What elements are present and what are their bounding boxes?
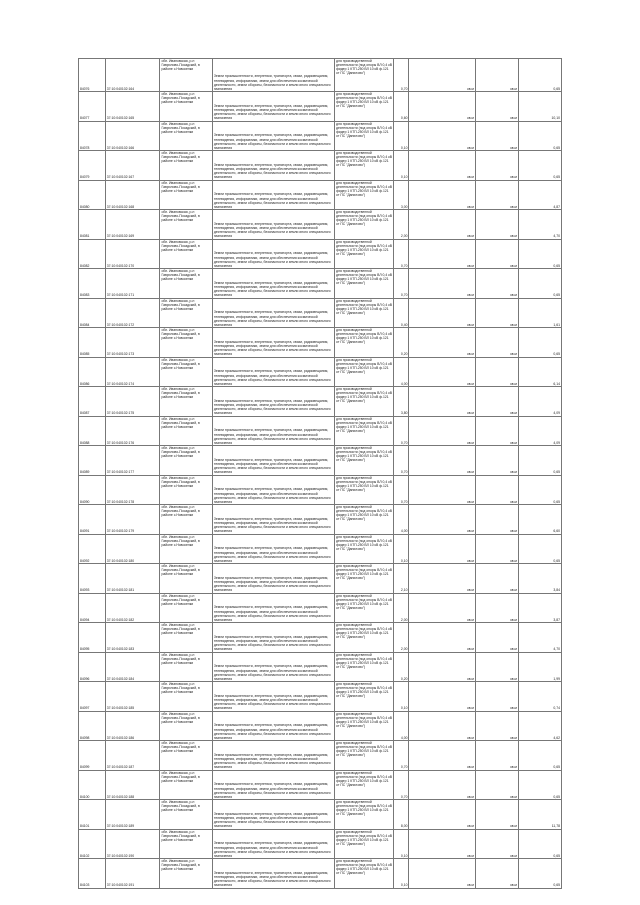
permitted-use-cell: для производственной деятельности (под опоры ВЛ 0,4 кВ фидер 1 КТП-250 ВЛ 10 кВ ф.121 от ПС "Данилово") bbox=[335, 416, 394, 446]
permitted-use-cell: для производственной деятельности (под опоры ВЛ 0,4 кВ фидер 1 КТП-250 ВЛ 10 кВ ф.121 от ПС "Данилово") bbox=[335, 239, 394, 269]
cadastral-number-cell: 37:10:040102:178 bbox=[105, 475, 160, 505]
land-category-cell: Земли промышленности, энергетики, транспорта, связи, радиовещания, телевидения, информатики, земли для обеспечения космической деятельности, земли обороны, безопасности и земли иного специального назначения bbox=[212, 623, 334, 653]
table-row bbox=[79, 121, 562, 151]
land-category-cell: Земли промышленности, энергетики, транспорта, связи, радиовещания, телевидения, информатики, земли для обеспечения космической деятельности, земли обороны, безопасности и земли иного специального назначения bbox=[212, 92, 334, 122]
row-id-cell: 84099 bbox=[79, 741, 106, 771]
permitted-use-cell: для производственной деятельности (под опоры ВЛ 0,4 кВ фидер 1 КТП-250 ВЛ 10 кВ ф.121 от ПС "Данилово") bbox=[335, 92, 394, 122]
cadastral-number-cell: 37:10:040102:188 bbox=[105, 770, 160, 800]
land-category-cell: Земли промышленности, энергетики, транспорта, связи, радиовещания, телевидения, информатики, земли для обеспечения космической деятельности, земли обороны, безопасности и земли иного специального назначения bbox=[212, 800, 334, 830]
unit-cell: кв.м bbox=[409, 711, 475, 741]
row-id-cell: 84078 bbox=[79, 121, 106, 151]
area-cell: 0,70 bbox=[394, 269, 409, 299]
permitted-use-cell: для производственной деятельности (под опоры ВЛ 0,4 кВ фидер 1 КТП-250 ВЛ 10 кВ ф.121 от ПС "Данилово") bbox=[335, 505, 394, 535]
cadastral-number-cell: 37:10:040102:170 bbox=[105, 239, 160, 269]
area-cell: 2,00 bbox=[394, 210, 409, 240]
unit-cell-secondary: кв.м bbox=[475, 652, 518, 682]
unit-cell-secondary: кв.м bbox=[475, 357, 518, 387]
row-id-cell: 84081 bbox=[79, 210, 106, 240]
unit-cell-secondary: кв.м bbox=[475, 416, 518, 446]
value-cell: 3,84 bbox=[518, 564, 561, 594]
permitted-use-cell: для производственной деятельности (под опоры ВЛ 0,4 кВ фидер 1 КТП-250 ВЛ 10 кВ ф.121 от ПС "Данилово") bbox=[335, 741, 394, 771]
land-category-cell: Земли промышленности, энергетики, транспорта, связи, радиовещания, телевидения, информатики, земли для обеспечения космической деятельности, земли обороны, безопасности и земли иного специального назначения bbox=[212, 328, 334, 358]
table-row bbox=[79, 416, 562, 446]
area-cell: 0,10 bbox=[394, 151, 409, 181]
table-row bbox=[79, 505, 562, 535]
land-plots-table-sheet bbox=[78, 58, 562, 889]
area-cell: 2,00 bbox=[394, 623, 409, 653]
unit-cell-secondary: кв.м bbox=[475, 711, 518, 741]
address-cell: обл. Ивановская, р-н Гаврилово-Посадский, в районе с.Новоселки bbox=[160, 505, 212, 535]
unit-cell: кв.м bbox=[409, 269, 475, 299]
value-cell: 4,87 bbox=[518, 180, 561, 210]
cadastral-number-cell: 37:10:040102:177 bbox=[105, 446, 160, 476]
table-row bbox=[79, 269, 562, 299]
table-row bbox=[79, 564, 562, 594]
address-cell: обл. Ивановская, р-н Гаврилово-Посадский, в районе с.Новоселки bbox=[160, 564, 212, 594]
address-cell: обл. Ивановская, р-н Гаврилово-Посадский, в районе с.Новоселки bbox=[160, 180, 212, 210]
unit-cell: кв.м bbox=[409, 151, 475, 181]
row-id-cell: 84091 bbox=[79, 505, 106, 535]
area-cell: 0,10 bbox=[394, 682, 409, 712]
value-cell: 6,14 bbox=[518, 357, 561, 387]
cadastral-number-cell: 37:10:040102:175 bbox=[105, 387, 160, 417]
cadastral-number-cell: 37:10:040102:174 bbox=[105, 357, 160, 387]
unit-cell: кв.м bbox=[409, 180, 475, 210]
address-cell: обл. Ивановская, р-н Гаврилово-Посадский, в районе с.Новоселки bbox=[160, 534, 212, 564]
row-id-cell: 84087 bbox=[79, 387, 106, 417]
address-cell: обл. Ивановская, р-н Гаврилово-Посадский, в районе с.Новоселки bbox=[160, 239, 212, 269]
value-cell: 4,70 bbox=[518, 210, 561, 240]
unit-cell: кв.м bbox=[409, 682, 475, 712]
value-cell: 0,65 bbox=[518, 239, 561, 269]
area-cell: 0,70 bbox=[394, 416, 409, 446]
permitted-use-cell: для производственной деятельности (под опоры ВЛ 0,4 кВ фидер 1 КТП-250 ВЛ 10 кВ ф.121 от ПС "Данилово") bbox=[335, 180, 394, 210]
address-cell: обл. Ивановская, р-н Гаврилово-Посадский, в районе с.Новоселки bbox=[160, 387, 212, 417]
unit-cell-secondary: кв.м bbox=[475, 298, 518, 328]
table-row bbox=[79, 800, 562, 830]
permitted-use-cell: для производственной деятельности (под опоры ВЛ 0,4 кВ фидер 1 КТП-250 ВЛ 10 кВ ф.121 от ПС "Данилово") bbox=[335, 711, 394, 741]
value-cell: 3,87 bbox=[518, 593, 561, 623]
value-cell: 0,65 bbox=[518, 121, 561, 151]
cadastral-number-cell: 37:10:040102:183 bbox=[105, 623, 160, 653]
value-cell: 0,65 bbox=[518, 59, 561, 92]
address-cell: обл. Ивановская, р-н Гаврилово-Посадский, в районе с.Новоселки bbox=[160, 357, 212, 387]
area-cell: 0,20 bbox=[394, 652, 409, 682]
value-cell: 0,65 bbox=[518, 446, 561, 476]
unit-cell-secondary: кв.м bbox=[475, 328, 518, 358]
unit-cell-secondary: кв.м bbox=[475, 859, 518, 889]
land-category-cell: Земли промышленности, энергетики, транспорта, связи, радиовещания, телевидения, информатики, земли для обеспечения космической деятельности, земли обороны, безопасности и земли иного специального назначения bbox=[212, 59, 334, 92]
value-cell: 0,65 bbox=[518, 475, 561, 505]
area-cell: 0,60 bbox=[394, 92, 409, 122]
land-category-cell: Земли промышленности, энергетики, транспорта, связи, радиовещания, телевидения, информатики, земли для обеспечения космической деятельности, земли обороны, безопасности и земли иного специального назначения bbox=[212, 534, 334, 564]
land-category-cell: Земли промышленности, энергетики, транспорта, связи, радиовещания, телевидения, информатики, земли для обеспечения космической деятельности, земли обороны, безопасности и земли иного специального назначения bbox=[212, 475, 334, 505]
land-category-cell: Земли промышленности, энергетики, транспорта, связи, радиовещания, телевидения, информатики, земли для обеспечения космической деятельности, земли обороны, безопасности и земли иного специального назначения bbox=[212, 711, 334, 741]
table-row bbox=[79, 210, 562, 240]
row-id-cell: 84103 bbox=[79, 859, 106, 889]
address-cell: обл. Ивановская, р-н Гаврилово-Посадский, в районе с.Новоселки bbox=[160, 829, 212, 859]
unit-cell: кв.м bbox=[409, 59, 475, 92]
table-row bbox=[79, 829, 562, 859]
row-id-cell: 84100 bbox=[79, 770, 106, 800]
cadastral-number-cell: 37:10:040102:167 bbox=[105, 151, 160, 181]
unit-cell-secondary: кв.м bbox=[475, 151, 518, 181]
land-category-cell: Земли промышленности, энергетики, транспорта, связи, радиовещания, телевидения, информатики, земли для обеспечения космической деятельности, земли обороны, безопасности и земли иного специального назначения bbox=[212, 446, 334, 476]
land-category-cell: Земли промышленности, энергетики, транспорта, связи, радиовещания, телевидения, информатики, земли для обеспечения космической деятельности, земли обороны, безопасности и земли иного специального назначения bbox=[212, 121, 334, 151]
cadastral-number-cell: 37:10:040102:191 bbox=[105, 859, 160, 889]
cadastral-number-cell: 37:10:040102:186 bbox=[105, 711, 160, 741]
land-category-cell: Земли промышленности, энергетики, транспорта, связи, радиовещания, телевидения, информатики, земли для обеспечения космической деятельности, земли обороны, безопасности и земли иного специального назначения bbox=[212, 239, 334, 269]
land-category-cell: Земли промышленности, энергетики, транспорта, связи, радиовещания, телевидения, информатики, земли для обеспечения космической деятельности, земли обороны, безопасности и земли иного специального назначения bbox=[212, 652, 334, 682]
row-id-cell: 84095 bbox=[79, 623, 106, 653]
unit-cell: кв.м bbox=[409, 505, 475, 535]
land-category-cell: Земли промышленности, энергетики, транспорта, связи, радиовещания, телевидения, информатики, земли для обеспечения космической деятельности, земли обороны, безопасности и земли иного специального назначения bbox=[212, 210, 334, 240]
permitted-use-cell: для производственной деятельности (под опоры ВЛ 0,4 кВ фидер 1 КТП-250 ВЛ 10 кВ ф.121 от ПС "Данилово") bbox=[335, 564, 394, 594]
unit-cell-secondary: кв.м bbox=[475, 770, 518, 800]
unit-cell: кв.м bbox=[409, 593, 475, 623]
table-row bbox=[79, 623, 562, 653]
row-id-cell: 84101 bbox=[79, 800, 106, 830]
address-cell: обл. Ивановская, р-н Гаврилово-Посадский, в районе с.Новоселки bbox=[160, 121, 212, 151]
unit-cell: кв.м bbox=[409, 829, 475, 859]
land-category-cell: Земли промышленности, энергетики, транспорта, связи, радиовещания, телевидения, информатики, земли для обеспечения космической деятельности, земли обороны, безопасности и земли иного специального назначения bbox=[212, 151, 334, 181]
cadastral-number-cell: 37:10:040102:189 bbox=[105, 800, 160, 830]
row-id-cell: 84094 bbox=[79, 593, 106, 623]
address-cell: обл. Ивановская, р-н Гаврилово-Посадский, в районе с.Новоселки bbox=[160, 859, 212, 889]
cadastral-number-cell: 37:10:040102:166 bbox=[105, 121, 160, 151]
permitted-use-cell: для производственной деятельности (под опоры ВЛ 0,4 кВ фидер 1 КТП-250 ВЛ 10 кВ ф.121 от ПС "Данилово") bbox=[335, 446, 394, 476]
table-row bbox=[79, 534, 562, 564]
row-id-cell: 84080 bbox=[79, 180, 106, 210]
unit-cell: кв.м bbox=[409, 387, 475, 417]
land-category-cell: Земли промышленности, энергетики, транспорта, связи, радиовещания, телевидения, информатики, земли для обеспечения космической деятельности, земли обороны, безопасности и земли иного специального назначения bbox=[212, 770, 334, 800]
unit-cell: кв.м bbox=[409, 298, 475, 328]
unit-cell: кв.м bbox=[409, 800, 475, 830]
unit-cell-secondary: кв.м bbox=[475, 387, 518, 417]
unit-cell: кв.м bbox=[409, 652, 475, 682]
permitted-use-cell: для производственной деятельности (под опоры ВЛ 0,4 кВ фидер 1 КТП-250 ВЛ 10 кВ ф.121 от ПС "Данилово") bbox=[335, 328, 394, 358]
area-cell: 0,20 bbox=[394, 328, 409, 358]
unit-cell-secondary: кв.м bbox=[475, 475, 518, 505]
cadastral-number-cell: 37:10:040102:184 bbox=[105, 652, 160, 682]
cadastral-number-cell: 37:10:040102:168 bbox=[105, 180, 160, 210]
table-body bbox=[79, 59, 562, 889]
value-cell: 6,60 bbox=[518, 505, 561, 535]
table-row bbox=[79, 239, 562, 269]
area-cell: 0,10 bbox=[394, 829, 409, 859]
cadastral-number-cell: 37:10:040102:190 bbox=[105, 829, 160, 859]
value-cell: 0,65 bbox=[518, 770, 561, 800]
unit-cell-secondary: кв.м bbox=[475, 121, 518, 151]
area-cell: 2,00 bbox=[394, 593, 409, 623]
area-cell: 3,80 bbox=[394, 387, 409, 417]
cadastral-number-cell: 37:10:040102:173 bbox=[105, 328, 160, 358]
unit-cell: кв.м bbox=[409, 475, 475, 505]
unit-cell: кв.м bbox=[409, 446, 475, 476]
cadastral-number-cell: 37:10:040102:187 bbox=[105, 741, 160, 771]
address-cell: обл. Ивановская, р-н Гаврилово-Посадский, в районе с.Новоселки bbox=[160, 800, 212, 830]
permitted-use-cell: для производственной деятельности (под опоры ВЛ 0,4 кВ фидер 1 КТП-250 ВЛ 10 кВ ф.121 от ПС "Данилово") bbox=[335, 829, 394, 859]
permitted-use-cell: для производственной деятельности (под опоры ВЛ 0,4 кВ фидер 1 КТП-250 ВЛ 10 кВ ф.121 от ПС "Данилово") bbox=[335, 770, 394, 800]
row-id-cell: 84102 bbox=[79, 829, 106, 859]
table-row bbox=[79, 475, 562, 505]
area-cell: 4,00 bbox=[394, 505, 409, 535]
permitted-use-cell: для производственной деятельности (под опоры ВЛ 0,4 кВ фидер 1 КТП-250 ВЛ 10 кВ ф.121 от ПС "Данилово") bbox=[335, 475, 394, 505]
address-cell: обл. Ивановская, р-н Гаврилово-Посадский, в районе с.Новоселки bbox=[160, 475, 212, 505]
address-cell: обл. Ивановская, р-н Гаврилово-Посадский, в районе с.Новоселки bbox=[160, 652, 212, 682]
row-id-cell: 84082 bbox=[79, 239, 106, 269]
unit-cell: кв.м bbox=[409, 210, 475, 240]
land-category-cell: Земли промышленности, энергетики, транспорта, связи, радиовещания, телевидения, информатики, земли для обеспечения космической деятельности, земли обороны, безопасности и земли иного специального назначения bbox=[212, 180, 334, 210]
unit-cell-secondary: кв.м bbox=[475, 59, 518, 92]
value-cell: 0,65 bbox=[518, 741, 561, 771]
address-cell: обл. Ивановская, р-н Гаврилово-Посадский, в районе с.Новоселки bbox=[160, 210, 212, 240]
cadastral-number-cell: 37:10:040102:179 bbox=[105, 505, 160, 535]
row-id-cell: 84079 bbox=[79, 151, 106, 181]
row-id-cell: 84084 bbox=[79, 298, 106, 328]
value-cell: 0,65 bbox=[518, 859, 561, 889]
cadastral-number-cell: 37:10:040102:185 bbox=[105, 682, 160, 712]
table-row bbox=[79, 151, 562, 181]
unit-cell: кв.м bbox=[409, 328, 475, 358]
land-plots-table bbox=[78, 58, 562, 889]
land-category-cell: Земли промышленности, энергетики, транспорта, связи, радиовещания, телевидения, информатики, земли для обеспечения космической деятельности, земли обороны, безопасности и земли иного специального назначения bbox=[212, 416, 334, 446]
value-cell: 0,65 bbox=[518, 328, 561, 358]
row-id-cell: 84086 bbox=[79, 357, 106, 387]
permitted-use-cell: для производственной деятельности (под опоры ВЛ 0,4 кВ фидер 1 КТП-250 ВЛ 10 кВ ф.121 от ПС "Данилово") bbox=[335, 210, 394, 240]
area-cell: 0,70 bbox=[394, 475, 409, 505]
address-cell: обл. Ивановская, р-н Гаврилово-Посадский, в районе с.Новоселки bbox=[160, 269, 212, 299]
permitted-use-cell: для производственной деятельности (под опоры ВЛ 0,4 кВ фидер 1 КТП-250 ВЛ 10 кВ ф.121 от ПС "Данилово") bbox=[335, 682, 394, 712]
value-cell: 4,09 bbox=[518, 387, 561, 417]
address-cell: обл. Ивановская, р-н Гаврилово-Посадский, в районе с.Новоселки bbox=[160, 593, 212, 623]
unit-cell: кв.м bbox=[409, 92, 475, 122]
address-cell: обл. Ивановская, р-н Гаврилово-Посадский, в районе с.Новоселки bbox=[160, 711, 212, 741]
area-cell: 0,70 bbox=[394, 741, 409, 771]
cadastral-number-cell: 37:10:040102:182 bbox=[105, 593, 160, 623]
address-cell: обл. Ивановская, р-н Гаврилово-Посадский, в районе с.Новоселки bbox=[160, 92, 212, 122]
permitted-use-cell: для производственной деятельности (под опоры ВЛ 0,4 кВ фидер 1 КТП-250 ВЛ 10 кВ ф.121 от ПС "Данилово") bbox=[335, 151, 394, 181]
row-id-cell: 84090 bbox=[79, 475, 106, 505]
value-cell: 0,74 bbox=[518, 682, 561, 712]
value-cell: 4,09 bbox=[518, 416, 561, 446]
permitted-use-cell: для производственной деятельности (под опоры ВЛ 0,4 кВ фидер 1 КТП-250 ВЛ 10 кВ ф.121 от ПС "Данилово") bbox=[335, 652, 394, 682]
permitted-use-cell: для производственной деятельности (под опоры ВЛ 0,4 кВ фидер 1 КТП-250 ВЛ 10 кВ ф.121 от ПС "Данилово") bbox=[335, 623, 394, 653]
area-cell: 4,00 bbox=[394, 711, 409, 741]
row-id-cell: 84096 bbox=[79, 652, 106, 682]
area-cell: 0,40 bbox=[394, 298, 409, 328]
unit-cell-secondary: кв.м bbox=[475, 505, 518, 535]
row-id-cell: 84093 bbox=[79, 564, 106, 594]
unit-cell-secondary: кв.м bbox=[475, 800, 518, 830]
cadastral-number-cell: 37:10:040102:165 bbox=[105, 92, 160, 122]
unit-cell-secondary: кв.м bbox=[475, 741, 518, 771]
land-category-cell: Земли промышленности, энергетики, транспорта, связи, радиовещания, телевидения, информатики, земли для обеспечения космической деятельности, земли обороны, безопасности и земли иного специального назначения bbox=[212, 298, 334, 328]
unit-cell: кв.м bbox=[409, 770, 475, 800]
table-row bbox=[79, 357, 562, 387]
land-category-cell: Земли промышленности, энергетики, транспорта, связи, радиовещания, телевидения, информатики, земли для обеспечения космической деятельности, земли обороны, безопасности и земли иного специального назначения bbox=[212, 387, 334, 417]
cadastral-number-cell: 37:10:040102:169 bbox=[105, 210, 160, 240]
land-category-cell: Земли промышленности, энергетики, транспорта, связи, радиовещания, телевидения, информатики, земли для обеспечения космической деятельности, земли обороны, безопасности и земли иного специального назначения bbox=[212, 741, 334, 771]
cadastral-number-cell: 37:10:040102:180 bbox=[105, 534, 160, 564]
table-row bbox=[79, 741, 562, 771]
address-cell: обл. Ивановская, р-н Гаврилово-Посадский, в районе с.Новоселки bbox=[160, 770, 212, 800]
unit-cell: кв.м bbox=[409, 623, 475, 653]
unit-cell: кв.м bbox=[409, 564, 475, 594]
table-row bbox=[79, 652, 562, 682]
address-cell: обл. Ивановская, р-н Гаврилово-Посадский, в районе с.Новоселки bbox=[160, 623, 212, 653]
land-category-cell: Земли промышленности, энергетики, транспорта, связи, радиовещания, телевидения, информатики, земли для обеспечения космической деятельности, земли обороны, безопасности и земли иного специального назначения bbox=[212, 269, 334, 299]
address-cell: обл. Ивановская, р-н Гаврилово-Посадский, в районе с.Новоселки bbox=[160, 416, 212, 446]
row-id-cell: 84083 bbox=[79, 269, 106, 299]
unit-cell-secondary: кв.м bbox=[475, 239, 518, 269]
table-row bbox=[79, 298, 562, 328]
area-cell: 0,70 bbox=[394, 59, 409, 92]
permitted-use-cell: для производственной деятельности (под опоры ВЛ 0,4 кВ фидер 1 КТП-250 ВЛ 10 кВ ф.121 от ПС "Данилово") bbox=[335, 593, 394, 623]
land-category-cell: Земли промышленности, энергетики, транспорта, связи, радиовещания, телевидения, информатики, земли для обеспечения космической деятельности, земли обороны, безопасности и земли иного специального назначения bbox=[212, 829, 334, 859]
unit-cell-secondary: кв.м bbox=[475, 682, 518, 712]
value-cell: 0,65 bbox=[518, 269, 561, 299]
unit-cell-secondary: кв.м bbox=[475, 210, 518, 240]
value-cell: 1,61 bbox=[518, 298, 561, 328]
value-cell: 10,10 bbox=[518, 92, 561, 122]
area-cell: 2,10 bbox=[394, 564, 409, 594]
value-cell: 4,62 bbox=[518, 711, 561, 741]
table-row bbox=[79, 593, 562, 623]
unit-cell-secondary: кв.м bbox=[475, 534, 518, 564]
area-cell: 0,70 bbox=[394, 446, 409, 476]
permitted-use-cell: для производственной деятельности (под опоры ВЛ 0,4 кВ фидер 1 КТП-250 ВЛ 10 кВ ф.121 от ПС "Данилово") bbox=[335, 59, 394, 92]
row-id-cell: 84076 bbox=[79, 59, 106, 92]
address-cell: обл. Ивановская, р-н Гаврилово-Посадский, в районе с.Новоселки bbox=[160, 328, 212, 358]
permitted-use-cell: для производственной деятельности (под опоры ВЛ 0,4 кВ фидер 1 КТП-250 ВЛ 10 кВ ф.121 от ПС "Данилово") bbox=[335, 859, 394, 889]
row-id-cell: 84098 bbox=[79, 711, 106, 741]
table-row bbox=[79, 59, 562, 92]
cadastral-number-cell: 37:10:040102:164 bbox=[105, 59, 160, 92]
permitted-use-cell: для производственной деятельности (под опоры ВЛ 0,4 кВ фидер 1 КТП-250 ВЛ 10 кВ ф.121 от ПС "Данилово") bbox=[335, 800, 394, 830]
row-id-cell: 84088 bbox=[79, 416, 106, 446]
address-cell: обл. Ивановская, р-н Гаврилово-Посадский, в районе с.Новоселки bbox=[160, 59, 212, 92]
address-cell: обл. Ивановская, р-н Гаврилово-Посадский, в районе с.Новоселки bbox=[160, 151, 212, 181]
unit-cell-secondary: кв.м bbox=[475, 269, 518, 299]
table-row bbox=[79, 328, 562, 358]
permitted-use-cell: для производственной деятельности (под опоры ВЛ 0,4 кВ фидер 1 КТП-250 ВЛ 10 кВ ф.121 от ПС "Данилово") bbox=[335, 387, 394, 417]
unit-cell: кв.м bbox=[409, 534, 475, 564]
unit-cell: кв.м bbox=[409, 121, 475, 151]
row-id-cell: 84097 bbox=[79, 682, 106, 712]
value-cell: 0,65 bbox=[518, 829, 561, 859]
unit-cell-secondary: кв.м bbox=[475, 829, 518, 859]
permitted-use-cell: для производственной деятельности (под опоры ВЛ 0,4 кВ фидер 1 КТП-250 ВЛ 10 кВ ф.121 от ПС "Данилово") bbox=[335, 121, 394, 151]
address-cell: обл. Ивановская, р-н Гаврилово-Посадский, в районе с.Новоселки bbox=[160, 682, 212, 712]
value-cell: 1,99 bbox=[518, 652, 561, 682]
table-row bbox=[79, 682, 562, 712]
area-cell: 8,00 bbox=[394, 800, 409, 830]
area-cell: 4,00 bbox=[394, 357, 409, 387]
land-category-cell: Земли промышленности, энергетики, транспорта, связи, радиовещания, телевидения, информатики, земли для обеспечения космической деятельности, земли обороны, безопасности и земли иного специального назначения bbox=[212, 593, 334, 623]
unit-cell-secondary: кв.м bbox=[475, 623, 518, 653]
address-cell: обл. Ивановская, р-н Гаврилово-Посадский, в районе с.Новоселки bbox=[160, 298, 212, 328]
cadastral-number-cell: 37:10:040102:181 bbox=[105, 564, 160, 594]
land-category-cell: Земли промышленности, энергетики, транспорта, связи, радиовещания, телевидения, информатики, земли для обеспечения космической деятельности, земли обороны, безопасности и земли иного специального назначения bbox=[212, 682, 334, 712]
unit-cell: кв.м bbox=[409, 741, 475, 771]
area-cell: 0,70 bbox=[394, 770, 409, 800]
table-row bbox=[79, 92, 562, 122]
land-category-cell: Земли промышленности, энергетики, транспорта, связи, радиовещания, телевидения, информатики, земли для обеспечения космической деятельности, земли обороны, безопасности и земли иного специального назначения bbox=[212, 505, 334, 535]
row-id-cell: 84089 bbox=[79, 446, 106, 476]
table-row bbox=[79, 387, 562, 417]
unit-cell-secondary: кв.м bbox=[475, 180, 518, 210]
permitted-use-cell: для производственной деятельности (под опоры ВЛ 0,4 кВ фидер 1 КТП-250 ВЛ 10 кВ ф.121 от ПС "Данилово") bbox=[335, 269, 394, 299]
area-cell: 0,10 bbox=[394, 859, 409, 889]
cadastral-number-cell: 37:10:040102:176 bbox=[105, 416, 160, 446]
unit-cell-secondary: кв.м bbox=[475, 593, 518, 623]
land-category-cell: Земли промышленности, энергетики, транспорта, связи, радиовещания, телевидения, информатики, земли для обеспечения космической деятельности, земли обороны, безопасности и земли иного специального назначения bbox=[212, 859, 334, 889]
value-cell: 4,70 bbox=[518, 623, 561, 653]
permitted-use-cell: для производственной деятельности (под опоры ВЛ 0,4 кВ фидер 1 КТП-250 ВЛ 10 кВ ф.121 от ПС "Данилово") bbox=[335, 534, 394, 564]
row-id-cell: 84092 bbox=[79, 534, 106, 564]
value-cell: 0,65 bbox=[518, 534, 561, 564]
table-row bbox=[79, 180, 562, 210]
row-id-cell: 84077 bbox=[79, 92, 106, 122]
area-cell: 3,00 bbox=[394, 180, 409, 210]
row-id-cell: 84085 bbox=[79, 328, 106, 358]
land-category-cell: Земли промышленности, энергетики, транспорта, связи, радиовещания, телевидения, информатики, земли для обеспечения космической деятельности, земли обороны, безопасности и земли иного специального назначения bbox=[212, 564, 334, 594]
unit-cell: кв.м bbox=[409, 239, 475, 269]
land-category-cell: Земли промышленности, энергетики, транспорта, связи, радиовещания, телевидения, информатики, земли для обеспечения космической деятельности, земли обороны, безопасности и земли иного специального назначения bbox=[212, 357, 334, 387]
unit-cell: кв.м bbox=[409, 416, 475, 446]
address-cell: обл. Ивановская, р-н Гаврилово-Посадский, в районе с.Новоселки bbox=[160, 741, 212, 771]
address-cell: обл. Ивановская, р-н Гаврилово-Посадский, в районе с.Новоселки bbox=[160, 446, 212, 476]
area-cell: 0,10 bbox=[394, 534, 409, 564]
table-row bbox=[79, 446, 562, 476]
unit-cell: кв.м bbox=[409, 357, 475, 387]
permitted-use-cell: для производственной деятельности (под опоры ВЛ 0,4 кВ фидер 1 КТП-250 ВЛ 10 кВ ф.121 от ПС "Данилово") bbox=[335, 357, 394, 387]
area-cell: 0,10 bbox=[394, 121, 409, 151]
area-cell: 0,70 bbox=[394, 239, 409, 269]
unit-cell-secondary: кв.м bbox=[475, 564, 518, 594]
table-row bbox=[79, 859, 562, 889]
table-row bbox=[79, 711, 562, 741]
permitted-use-cell: для производственной деятельности (под опоры ВЛ 0,4 кВ фидер 1 КТП-250 ВЛ 10 кВ ф.121 от ПС "Данилово") bbox=[335, 298, 394, 328]
unit-cell-secondary: кв.м bbox=[475, 446, 518, 476]
unit-cell-secondary: кв.м bbox=[475, 92, 518, 122]
cadastral-number-cell: 37:10:040102:171 bbox=[105, 269, 160, 299]
unit-cell: кв.м bbox=[409, 859, 475, 889]
table-row bbox=[79, 770, 562, 800]
cadastral-number-cell: 37:10:040102:172 bbox=[105, 298, 160, 328]
value-cell: 0,65 bbox=[518, 151, 561, 181]
value-cell: 11,78 bbox=[518, 800, 561, 830]
